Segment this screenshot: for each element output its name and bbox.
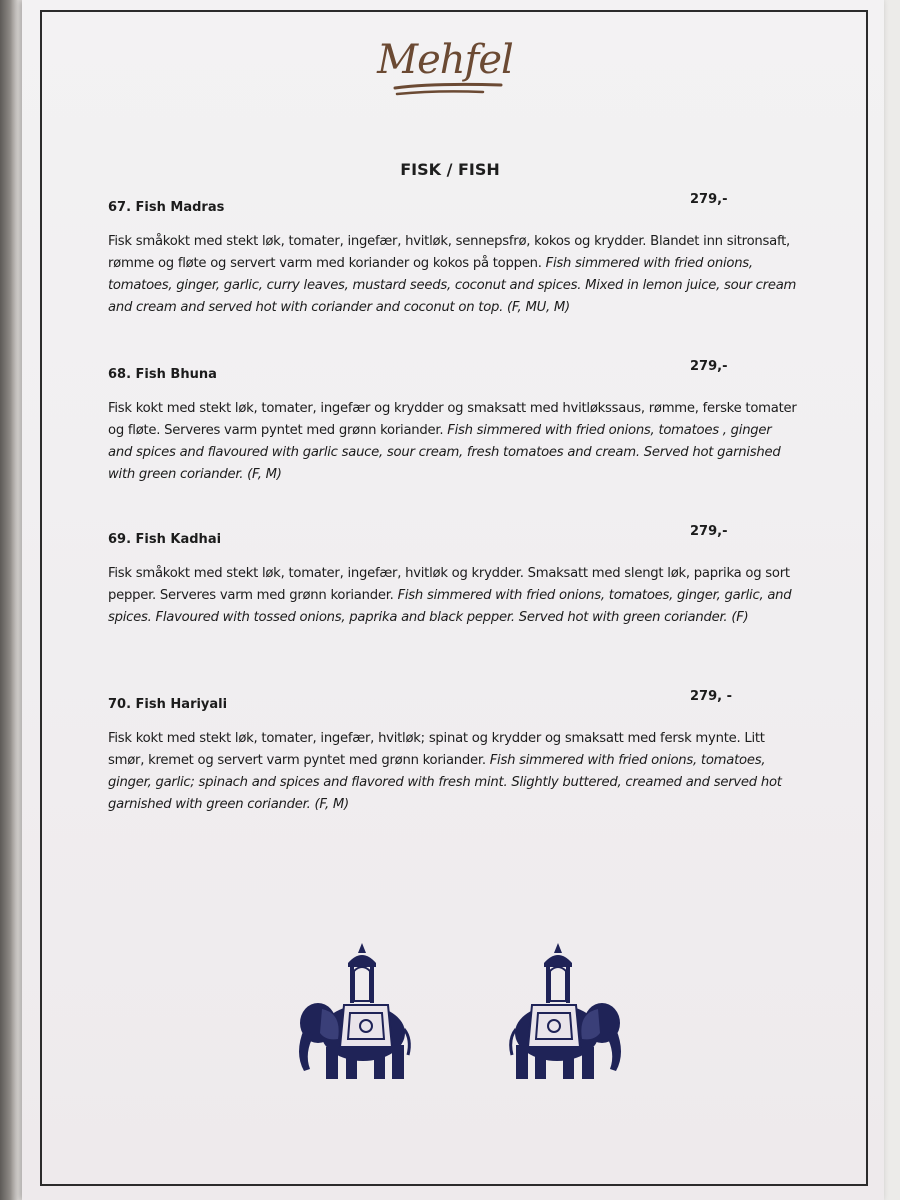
description-english: Fish simmered with fried onions, tomatoes, ginger, garlic, curry leaves, mustard seeds, coconut and spices. Mixed in lemon juice, sour cream and cream and served hot with coriander and coconut on top. (F, MU, M) xyxy=(108,256,797,315)
dish-item xyxy=(108,359,798,486)
dish-description xyxy=(108,728,798,816)
dish-item xyxy=(108,524,798,629)
dish-name: 68. Fish Bhuna xyxy=(108,367,217,382)
description-norwegian: Fisk småkokt med stekt løk, tomater, ingefær, hvitløk, sennepsfrø, kokos og krydder. Blandet inn sitronsaft, rømme og fløte og servert varm med koriander og kokos på toppen. xyxy=(108,234,790,271)
description-english: Fish simmered with fried onions, tomatoes, ginger, garlic, and spices. Flavoured with tossed onions, paprika and black pepper. Served hot with green coriander. (F) xyxy=(108,588,792,625)
logo-text: Mehfel xyxy=(377,37,513,83)
dish-price: 279,- xyxy=(690,524,728,539)
description-norwegian: Fisk kokt med stekt løk, tomater, ingefær, hvitløk; spinat og krydder og smaksatt med fersk mynte. Litt smør, kremet og servert varm pyntet med grønn koriander. xyxy=(108,731,765,768)
logo-swash-icon xyxy=(393,82,503,98)
restaurant-logo xyxy=(355,30,535,110)
dish-description xyxy=(108,231,798,319)
dish-item xyxy=(108,689,798,816)
dish-price: 279,- xyxy=(690,192,728,207)
dish-description xyxy=(108,398,798,486)
dish-price: 279, - xyxy=(690,689,732,704)
dish-description xyxy=(108,563,798,629)
dish-name: 70. Fish Hariyali xyxy=(108,697,228,712)
dish-name: 69. Fish Kadhai xyxy=(108,532,222,547)
dish-item xyxy=(108,192,798,319)
description-norwegian: Fisk kokt med stekt løk, tomater, ingefær og krydder og smaksatt med hvitløkssaus, rømme, ferske tomater og fløte. Serveres varm pyntet med grønn koriander. xyxy=(108,401,797,438)
description-english: Fish simmered with fried onions, tomatoes, ginger, garlic; spinach and spices and flavored with fresh mint. Slightly buttered, creamed and served hot garnished with green coriander. (F, M) xyxy=(108,753,782,812)
dish-price: 279,- xyxy=(690,359,728,374)
dish-name: 67. Fish Madras xyxy=(108,200,225,215)
description-english: Fish simmered with fried onions, tomatoes , ginger and spices and flavoured with garlic sauce, sour cream, fresh tomatoes and cream. Served hot garnished with green coriander. (F, M) xyxy=(108,423,781,482)
section-title: FISK / FISH xyxy=(400,160,500,179)
elephant-pair-icon xyxy=(290,935,630,1085)
elephant-decoration xyxy=(290,935,630,1085)
description-norwegian: Fisk småkokt med stekt løk, tomater, ingefær, hvitløk og krydder. Smaksatt med slengt løk, paprika og sort pepper. Serveres varm med grønn koriander. xyxy=(108,566,790,603)
